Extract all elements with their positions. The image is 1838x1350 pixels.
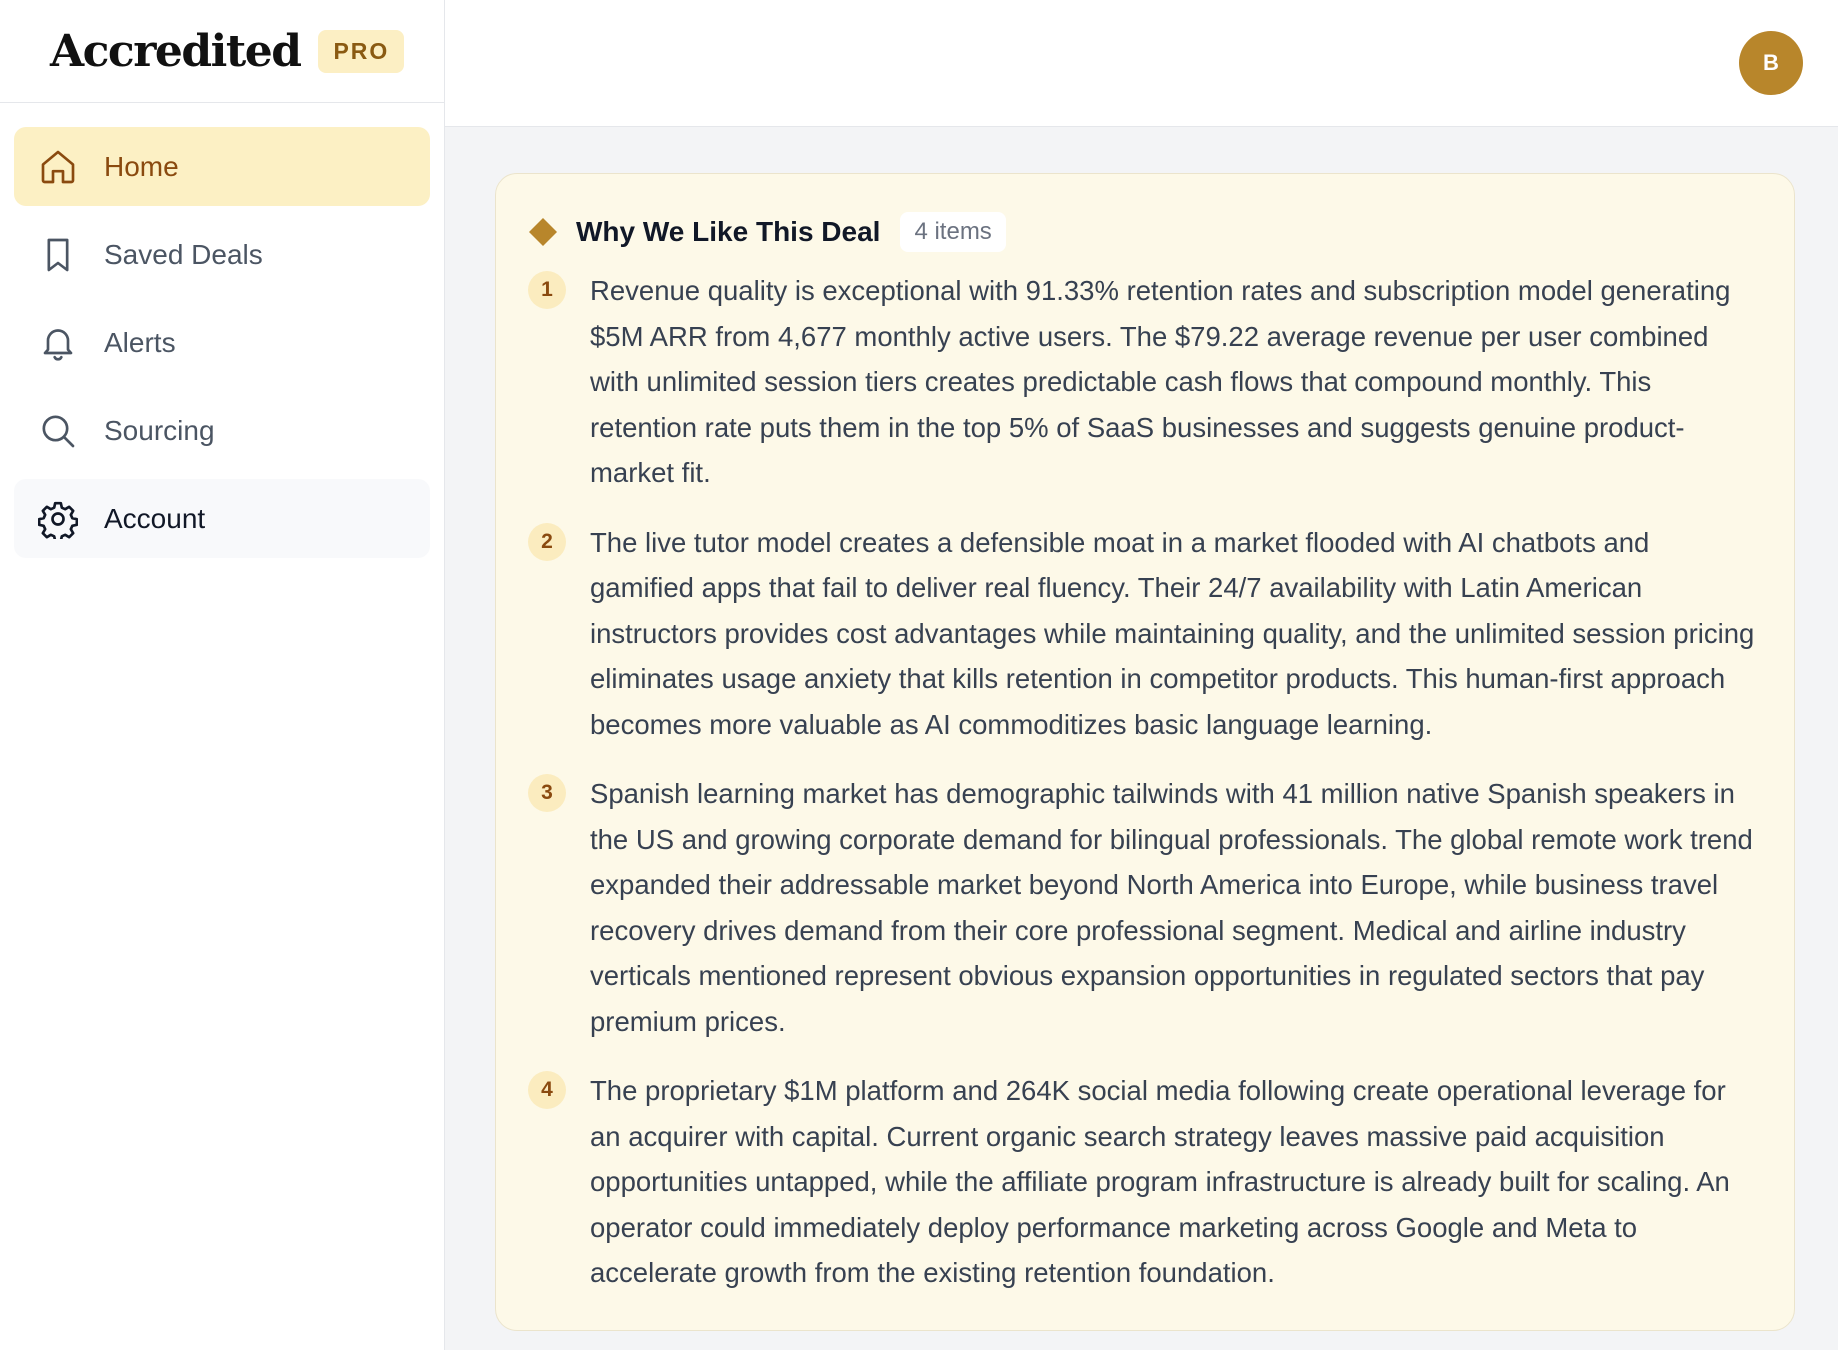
brand-header [0,0,444,103]
sidebar-item-label: Home [104,150,179,182]
item-text: The live tutor model creates a defensible moat in a market flooded with AI chatbots and gamified apps that fail to deliver real fluency. Their 24/7 availability with Latin American instructors provides cost advantages while maintaining quality, and the unlimited session pricing eliminates usage anxiety that kills retention in competitor products. This human-first approach becomes more valuable as AI commoditizes basic language learning. [590,526,1755,740]
sidebar-nav [0,103,444,582]
bell-icon [38,323,78,363]
gear-icon [38,499,78,539]
home-icon [38,147,78,187]
sidebar-item-saved-deals[interactable] [14,215,430,294]
sidebar-item-alerts[interactable] [14,303,430,382]
item-text: Revenue quality is exceptional with 91.33% retention rates and subscription model generating $5M ARR from 4,677 monthly active users. The $79.22 average revenue per user combined with unlimited session tiers creates predictable cash flows that compound monthly. This retention rate puts them in the top 5% of SaaS businesses and suggests genuine product-market fit. [590,275,1731,488]
item-text: Spanish learning market has demographic tailwinds with 41 million native Spanish speakers in the US and growing corporate demand for bilingual professionals. The global remote work trend expanded their addressable market beyond North America into Europe, while business travel recovery drives demand from their core professional segment. Medical and airline industry verticals mentioned represent obvious expansion opportunities in regulated sectors that pay premium prices. [590,778,1753,1037]
list-item [528,771,1756,1044]
sidebar-item-account[interactable] [14,479,430,558]
item-text: The proprietary $1M platform and 264K social media following create operational leverage for an acquirer with capital. Current organic search strategy leaves massive paid acquisition opportunities untapped, while the affiliate program infrastructure is already built for scaling. An operator could immediately deploy performance marketing across Google and Meta to accelerate growth from the existing retention foundation. [590,1075,1730,1288]
item-number-badge: 3 [528,774,566,812]
list-item [528,1068,1756,1296]
pro-badge: PRO [318,30,404,73]
card-title: Why We Like This Deal [576,216,881,247]
item-number-badge: 4 [528,1071,566,1109]
content [445,127,1838,1331]
sidebar-item-label: Account [104,502,206,534]
item-count-badge: 4 items [900,212,1005,252]
sidebar [0,0,445,1350]
list-item [528,268,1756,496]
list-item [528,520,1756,748]
reason-list [528,268,1756,1296]
sidebar-item-label: Sourcing [104,414,215,446]
sidebar-item-sourcing[interactable] [14,391,430,470]
brand-logo[interactable]: Accredited [50,25,301,77]
sidebar-item-home[interactable] [14,127,430,206]
bookmark-icon [38,235,78,275]
search-icon [38,411,78,451]
main-area [445,0,1838,1350]
diamond-icon [528,217,558,247]
sidebar-item-label: Saved Deals [104,238,263,270]
item-number-badge: 1 [528,271,566,309]
why-we-like-card [495,173,1795,1331]
item-number-badge: 2 [528,523,566,561]
card-header [528,212,1756,252]
sidebar-item-label: Alerts [104,326,176,358]
top-bar [445,0,1838,127]
avatar[interactable]: B [1739,31,1803,95]
